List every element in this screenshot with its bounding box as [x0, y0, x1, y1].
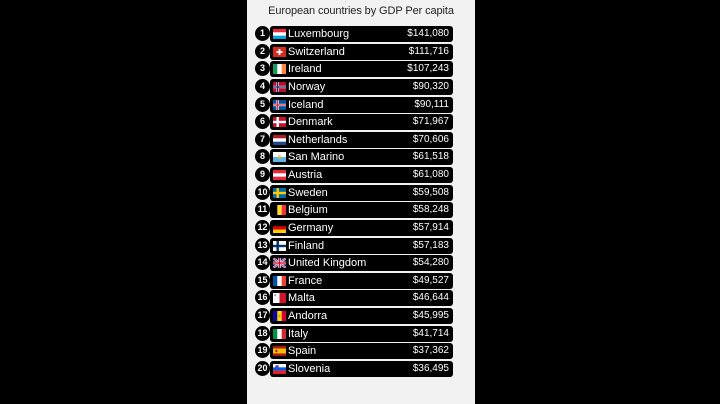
chart-title: European countries by GDP Per capita — [268, 5, 454, 17]
country-name: Andorra — [288, 310, 328, 323]
country-name: Spain — [288, 345, 317, 358]
gdp-value: $41,714 — [412, 327, 449, 339]
ranking-bar — [270, 308, 453, 324]
ranking-bar — [270, 114, 453, 130]
country-name: United Kingdom — [288, 257, 367, 270]
rank-badge: 5 — [255, 97, 270, 112]
san-marino-flag-icon — [273, 152, 286, 162]
table-row — [255, 61, 455, 77]
rank-badge: 10 — [255, 185, 270, 200]
andorra-flag-icon — [273, 311, 286, 321]
country-name: Finland — [288, 239, 325, 252]
gdp-value: $46,644 — [412, 292, 449, 304]
country-name: San Marino — [288, 151, 345, 164]
gdp-value: $61,518 — [412, 151, 449, 163]
norway-flag-icon — [273, 82, 286, 92]
rank-badge: 14 — [255, 255, 270, 270]
table-row — [255, 220, 455, 236]
gdp-value: $58,248 — [412, 204, 449, 216]
switzerland-flag-icon — [273, 47, 286, 57]
finland-flag-icon — [273, 241, 286, 251]
germany-flag-icon — [273, 223, 286, 233]
belgium-flag-icon — [273, 205, 286, 215]
table-row — [255, 97, 455, 113]
ranking-bar — [270, 44, 453, 60]
slovenia-flag-icon — [273, 364, 286, 374]
gdp-value: $70,606 — [412, 133, 449, 145]
rank-badge: 4 — [255, 79, 270, 94]
country-name: Germany — [288, 221, 334, 234]
rank-badge: 19 — [255, 343, 270, 358]
table-row — [255, 79, 455, 95]
france-flag-icon — [273, 276, 286, 286]
table-row — [255, 255, 455, 271]
italy-flag-icon — [273, 329, 286, 339]
ranking-bar — [270, 97, 453, 113]
austria-flag-icon — [273, 170, 286, 180]
country-name: Ireland — [288, 63, 322, 76]
gdp-value: $141,080 — [407, 28, 449, 39]
country-name: Norway — [288, 80, 326, 93]
gdp-value: $54,280 — [412, 257, 449, 269]
country-name: Belgium — [288, 204, 328, 217]
ranking-bar — [270, 79, 453, 95]
rank-badge: 15 — [255, 273, 270, 288]
rank-badge: 3 — [255, 61, 270, 76]
country-name: Switzerland — [288, 45, 345, 58]
united-kingdom-flag-icon — [273, 258, 286, 268]
luxembourg-flag-icon — [273, 29, 286, 39]
rank-badge: 11 — [255, 202, 270, 217]
country-name: Iceland — [288, 98, 324, 111]
malta-flag-icon — [273, 293, 286, 303]
ranking-bar — [270, 326, 453, 342]
gdp-value: $37,362 — [412, 345, 449, 357]
gdp-value: $90,320 — [412, 80, 449, 92]
netherlands-flag-icon — [273, 135, 286, 145]
rank-badge: 1 — [255, 26, 270, 41]
ranking-bar — [270, 61, 453, 77]
table-row — [255, 44, 455, 60]
ranking-bar — [270, 361, 453, 377]
country-name: Slovenia — [288, 362, 331, 375]
table-row — [255, 202, 455, 218]
gdp-value: $59,508 — [412, 186, 449, 198]
sweden-flag-icon — [273, 188, 286, 198]
gdp-value: $111,716 — [408, 45, 449, 57]
ranking-bar — [270, 255, 453, 271]
table-row — [255, 149, 455, 165]
ranking-bar — [270, 167, 453, 183]
rank-badge: 7 — [255, 132, 270, 147]
gdp-value: $90,111 — [414, 98, 449, 110]
country-name: Luxembourg — [288, 28, 350, 40]
ranking-bar — [270, 202, 453, 218]
table-row — [255, 167, 455, 183]
ranking-bar — [270, 290, 453, 306]
rank-badge: 18 — [255, 326, 270, 341]
country-name: Sweden — [288, 186, 328, 199]
rank-badge: 8 — [255, 149, 270, 164]
country-name: Malta — [288, 292, 315, 305]
table-row — [255, 308, 455, 324]
country-name: France — [288, 274, 323, 287]
gdp-value: $57,914 — [412, 221, 449, 233]
country-name: Italy — [288, 327, 309, 340]
table-row — [255, 26, 455, 42]
gdp-value: $36,495 — [412, 362, 449, 374]
table-row — [255, 114, 455, 130]
iceland-flag-icon — [273, 100, 286, 110]
table-row — [255, 361, 455, 377]
gdp-value: $61,080 — [412, 169, 449, 181]
gdp-value: $71,967 — [412, 116, 449, 128]
ranking-bar — [270, 26, 453, 42]
ranking-bar — [270, 343, 453, 359]
ranking-bar — [270, 220, 453, 236]
chart-panel — [247, 0, 475, 404]
ireland-flag-icon — [273, 64, 286, 74]
rank-badge: 16 — [255, 290, 270, 305]
gdp-value: $45,995 — [412, 310, 449, 322]
rank-badge: 20 — [255, 361, 270, 376]
table-row — [255, 343, 455, 359]
table-row — [255, 185, 455, 201]
gdp-value: $49,527 — [412, 274, 449, 286]
spain-flag-icon — [273, 346, 286, 356]
table-row — [255, 132, 455, 148]
gdp-value: $107,243 — [407, 63, 449, 75]
table-row — [255, 273, 455, 289]
ranking-bar — [270, 185, 453, 201]
table-row — [255, 290, 455, 306]
ranking-bar — [270, 238, 453, 254]
rank-badge: 12 — [255, 220, 270, 235]
rank-badge: 2 — [255, 44, 270, 59]
rank-badge: 9 — [255, 167, 270, 182]
rank-badge: 6 — [255, 114, 270, 129]
table-row — [255, 326, 455, 342]
country-name: Netherlands — [288, 133, 348, 146]
country-name: Austria — [288, 169, 323, 182]
rank-badge: 17 — [255, 308, 270, 323]
ranking-bar — [270, 149, 453, 165]
ranking-bar — [270, 273, 453, 289]
rank-badge: 13 — [255, 238, 270, 253]
ranking-bar — [270, 132, 453, 148]
country-name: Denmark — [288, 116, 333, 129]
gdp-value: $57,183 — [412, 239, 449, 251]
denmark-flag-icon — [273, 117, 286, 127]
table-row — [255, 238, 455, 254]
